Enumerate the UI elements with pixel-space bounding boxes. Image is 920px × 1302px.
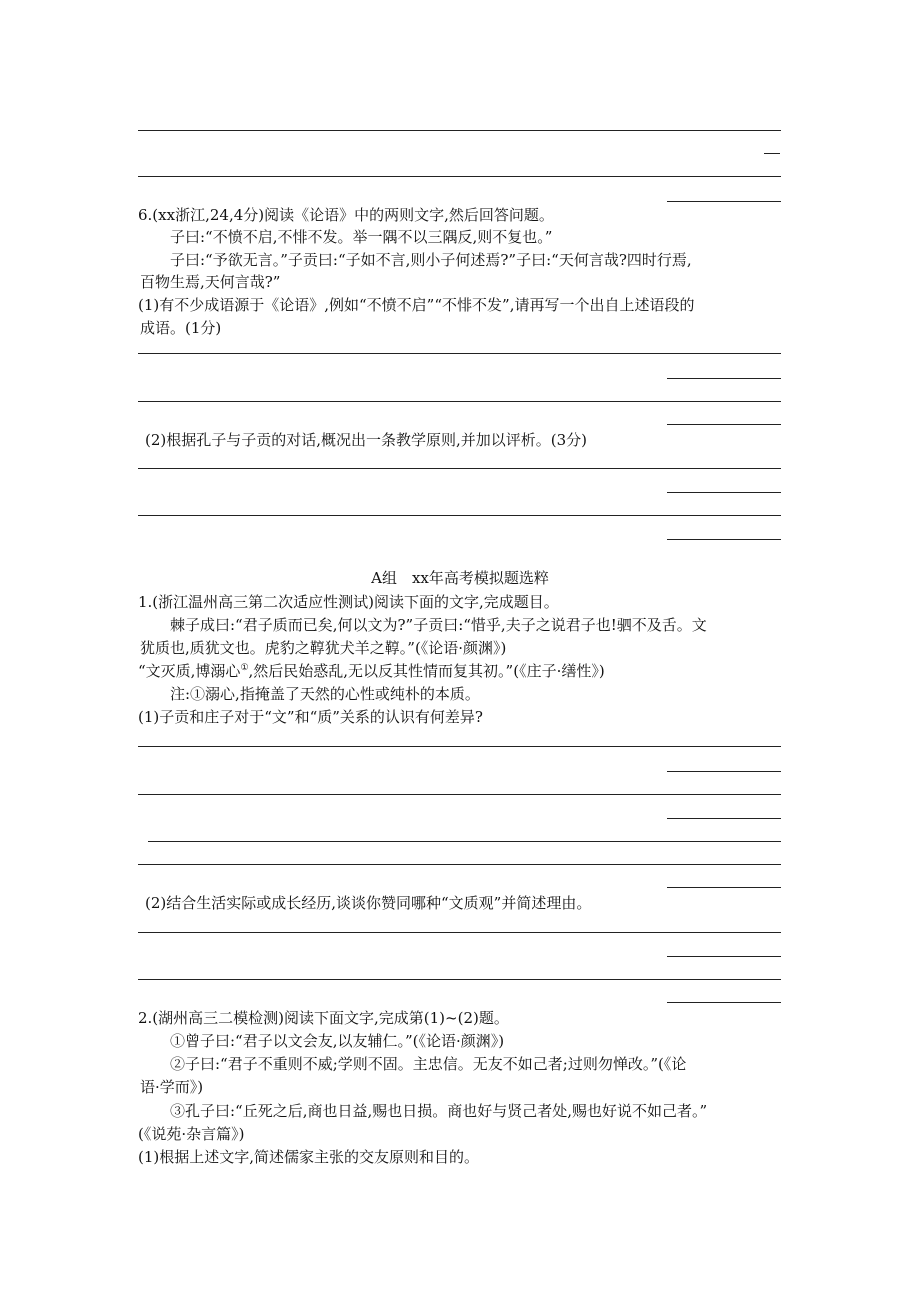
a1-passage-2-text: “文灭质,博溺心 xyxy=(138,662,241,680)
a2-heading: 2.(湖州高三二模检测)阅读下面文字,完成第(1)~(2)题。 xyxy=(138,1009,509,1027)
a1-subquestion-2: (2)结合生活实际或成长经历,谈谈你赞同哪种“文质观”并简述理由。 xyxy=(145,894,592,912)
answer-line-short xyxy=(667,378,781,379)
a1-note: 注:①溺心,指掩盖了天然的心性或纯朴的本质。 xyxy=(170,685,480,703)
a2-item-2-cont: 语·学而》) xyxy=(140,1078,204,1096)
answer-line xyxy=(138,515,781,516)
answer-line-short xyxy=(667,818,781,819)
answer-line-short xyxy=(667,956,781,957)
answer-line-short xyxy=(667,1002,781,1003)
answer-line-dash xyxy=(764,153,780,154)
answer-line xyxy=(138,746,781,747)
answer-line-short xyxy=(667,492,781,493)
answer-line-short xyxy=(667,539,781,540)
answer-line xyxy=(138,468,781,469)
a2-subquestion-1: (1)根据上述文字,简述儒家主张的交友原则和目的。 xyxy=(138,1148,480,1166)
q6-passage-2-cont: 百物生焉,天何言哉?” xyxy=(140,273,281,291)
answer-line-short xyxy=(667,424,781,425)
q6-passage-2: 子曰:“予欲无言。”子贡曰:“子如不言,则小子何述焉?”子曰:“天何言哉?四时行焉, xyxy=(170,251,692,269)
group-a-title: A组 xx年高考模拟题选粹 xyxy=(371,569,549,587)
answer-line-short xyxy=(667,771,781,772)
q6-subquestion-1: (1)有不少成语源于《论语》,例如“不愤不启”“不悱不发”,请再写一个出自上述语段的 xyxy=(138,296,695,314)
a1-passage-2 xyxy=(138,661,605,681)
q6-subquestion-2: (2)根据孔子与子贡的对话,概况出一条教学原则,并加以评析。(3分) xyxy=(145,431,588,449)
a1-passage-1: 棘子成曰:“君子质而已矣,何以文为?”子贡曰:“惜乎,夫子之说君子也!驷不及舌。文 xyxy=(170,616,707,634)
a2-item-1: ①曾子曰:“君子以文会友,以友辅仁。”(《论语·颜渊》) xyxy=(170,1032,505,1050)
answer-line-short xyxy=(667,887,781,888)
a2-item-3: ③孔子曰:“丘死之后,商也日益,赐也日损。商也好与贤己者处,赐也好说不如己者。” xyxy=(170,1102,708,1120)
a2-item-3-cont: (《说苑·杂言篇》) xyxy=(138,1125,245,1143)
answer-line-short xyxy=(667,201,781,202)
answer-line xyxy=(138,864,781,865)
question-6-heading: 6.(xx浙江,24,4分)阅读《论语》中的两则文字,然后回答问题。 xyxy=(138,206,554,224)
answer-line xyxy=(138,794,781,795)
answer-line xyxy=(138,130,781,131)
a1-passage-2-text-cont: ,然后民始惑乱,无以反其性情而复其初。”(《庄子·缮性》) xyxy=(248,662,605,680)
footnote-marker: ① xyxy=(240,663,249,673)
answer-line xyxy=(138,353,781,354)
answer-line xyxy=(138,176,781,177)
answer-line xyxy=(138,979,781,980)
a1-subquestion-1: (1)子贡和庄子对于“文”和“质”关系的认识有何差异? xyxy=(138,708,483,726)
a2-item-2: ②子曰:“君子不重则不威;学则不固。主忠信。无友不如己者;过则勿惮改。”(《论 xyxy=(170,1055,687,1073)
answer-line xyxy=(138,932,781,933)
a1-passage-1-cont: 犹质也,质犹文也。虎豹之鞟犹犬羊之鞟。”(《论语·颜渊》) xyxy=(140,639,507,657)
a1-heading: 1.(浙江温州高三第二次适应性测试)阅读下面的文字,完成题目。 xyxy=(138,593,559,611)
answer-line xyxy=(148,841,781,842)
q6-subquestion-1-cont: 成语。(1分) xyxy=(140,319,222,337)
q6-passage-1: 子曰:“不愤不启,不悱不发。举一隅不以三隅反,则不复也。” xyxy=(170,228,553,246)
answer-line xyxy=(138,401,781,402)
